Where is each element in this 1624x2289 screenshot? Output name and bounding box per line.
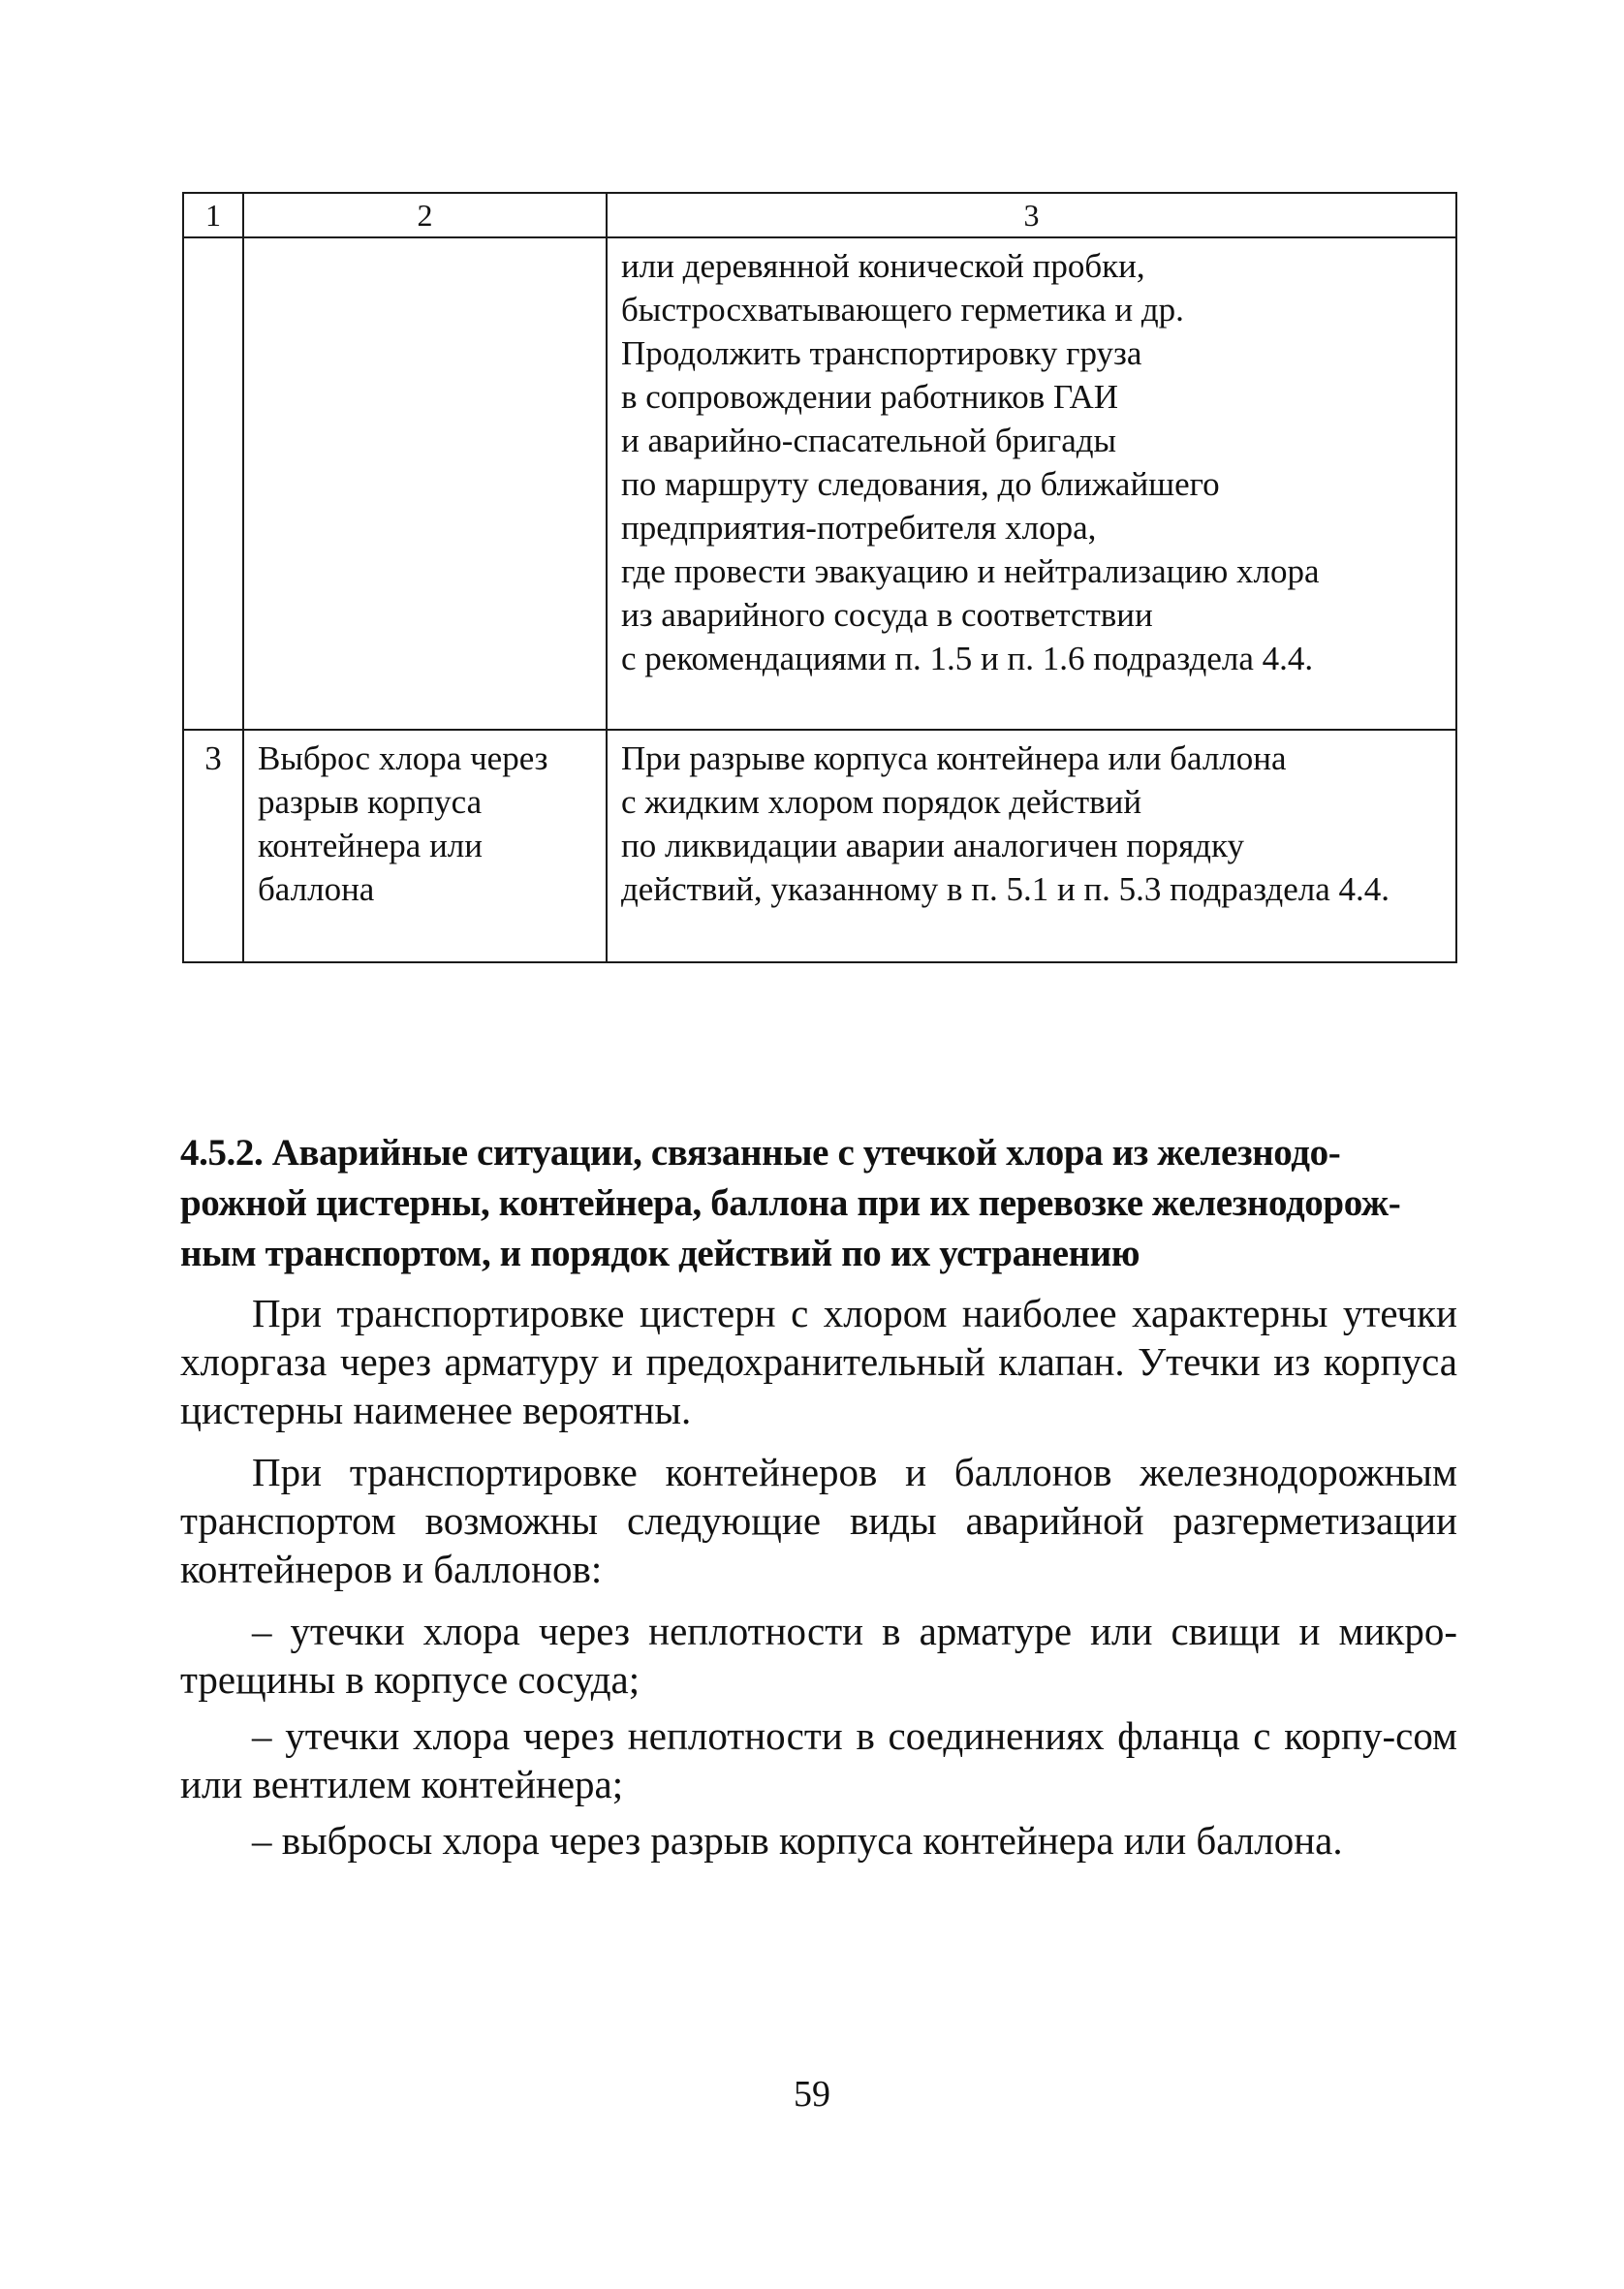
list-item: – утечки хлора через неплотности в арматуре или свищи и микро-трещины в корпусе сосуда; (180, 1609, 1457, 1702)
body-paragraph: При транспортировке цистерн с хлором наиболее характерны утечки хлоргаза через арматуру и предохранительный клапан. Утечки из корпуса цистерны наименее вероятны. (180, 1291, 1457, 1432)
heading-line: рожной цистерны, контейнера, баллона при их перевозке железнодорож- (180, 1182, 1401, 1224)
section-heading (180, 1128, 1457, 1279)
situation-line: контейнера или (258, 827, 483, 864)
action-line: действий, указанному в п. 5.1 и п. 5.3 подраздела 4.4. (621, 870, 1390, 908)
table-row (183, 730, 1456, 962)
table-header-cell: 2 (243, 193, 607, 237)
action-line: с рекомендациями п. 1.5 и п. 1.6 подраздела 4.4. (621, 640, 1314, 677)
action-line: или деревянной конической пробки, (621, 247, 1145, 285)
action-line: из аварийного сосуда в соответствии (621, 596, 1153, 634)
table-header-cell: 3 (607, 193, 1456, 237)
table-header-cell: 1 (183, 193, 243, 237)
page-number: 59 (794, 2074, 830, 2115)
situation-line: Выброс хлора через (258, 739, 548, 777)
section-4-5-2 (180, 1128, 1457, 1872)
action-line: в сопровождении работников ГАИ (621, 378, 1119, 416)
situation-line: разрыв корпуса (258, 783, 483, 821)
table-row (183, 237, 1456, 730)
list-item: – выбросы хлора через разрыв корпуса контейнера или баллона. (252, 1818, 1343, 1863)
situation-cell (243, 237, 607, 730)
action-line: и аварийно-спасательной бригады (621, 422, 1117, 459)
situation-line: баллона (258, 870, 375, 908)
action-line: Продолжить транспортировку груза (621, 334, 1142, 372)
body-paragraph: При транспортировке контейнеров и баллонов железнодорожным транспортом возможны следующие виды аварийной разгерметизации контейнеров и баллонов: (180, 1450, 1457, 1591)
action-line: с жидким хлором порядок действий (621, 783, 1142, 821)
heading-line: ным транспортом, и порядок действий по их устранению (180, 1233, 1140, 1274)
action-cell (607, 730, 1456, 962)
action-line: по ликвидации аварии аналогичен порядку (621, 827, 1244, 864)
action-line: по маршруту следования, до ближайшего (621, 465, 1220, 503)
situation-cell (243, 730, 607, 962)
row-number-cell (183, 237, 243, 730)
row-number-cell: 3 (183, 730, 243, 962)
action-line: быстросхватывающего герметика и др. (621, 291, 1184, 329)
action-line: При разрыве корпуса контейнера или баллона (621, 739, 1287, 777)
action-cell (607, 237, 1456, 730)
actions-table (182, 192, 1457, 963)
table-header-row (183, 193, 1456, 237)
list-item: – утечки хлора через неплотности в соединениях фланца с корпу-сом или вентилем контейнера; (180, 1713, 1457, 1806)
action-line: предприятия-потребителя хлора, (621, 509, 1097, 547)
action-line: где провести эвакуацию и нейтрализацию хлора (621, 552, 1320, 590)
heading-line: 4.5.2. Аварийные ситуации, связанные с утечкой хлора из железнодо- (180, 1132, 1341, 1174)
